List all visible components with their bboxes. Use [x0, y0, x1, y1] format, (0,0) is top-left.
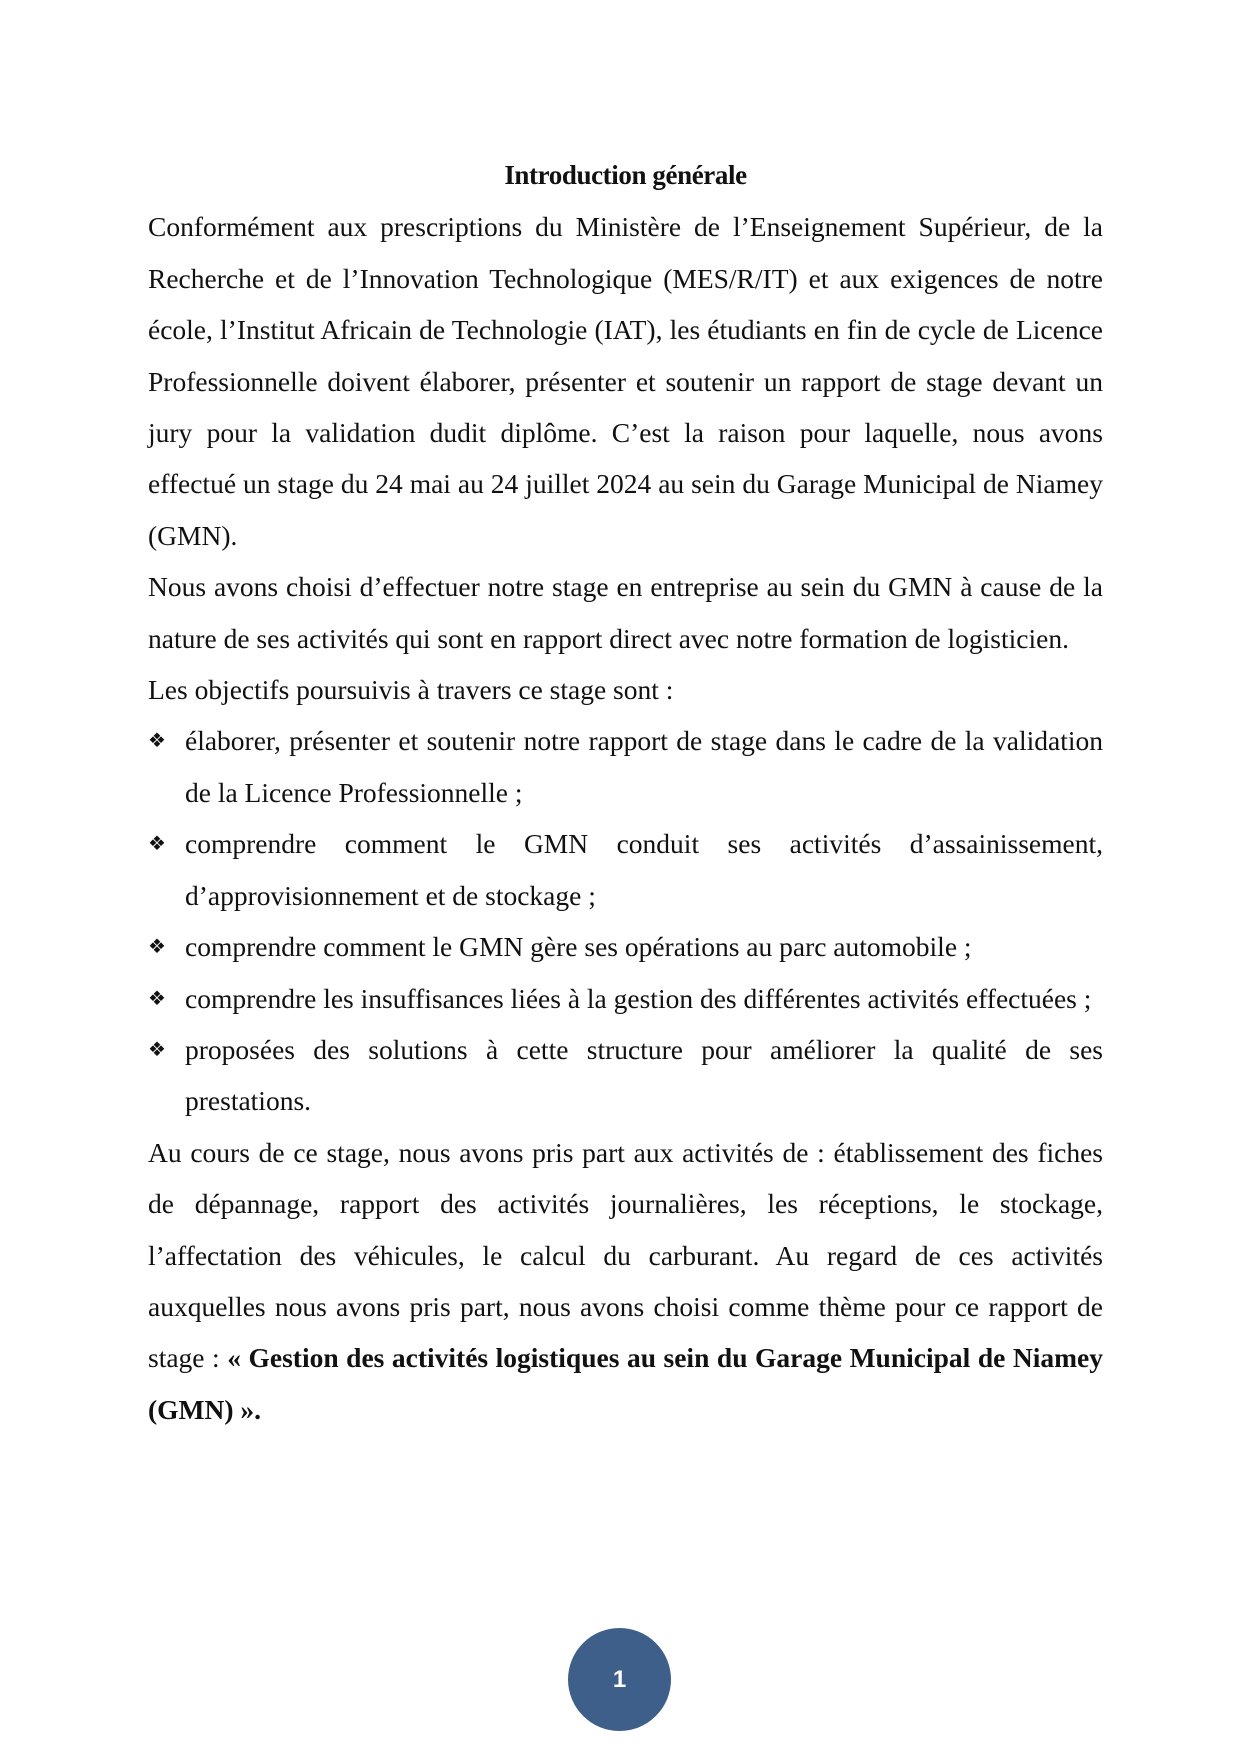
conclusion-paragraph [148, 1127, 1103, 1435]
report-theme: « Gestion des activités logistiques au sein du Garage Municipal de Niamey (GMN) ». [148, 1342, 1103, 1425]
list-item-text: comprendre comment le GMN conduit ses activités d’assainissement, d’approvisionnement et de stockage ; [185, 828, 1103, 911]
page-number-badge [568, 1628, 671, 1731]
diamond-bullet-icon: ❖ [148, 831, 166, 856]
intro-paragraph: Conformément aux prescriptions du Ministère de l’Enseignement Supérieur, de la Recherche et de l’Innovation Technologique (MES/R/IT) et aux exigences de notre école, l’Institut Africain de Technologie (IAT), les étudiants en fin de cycle de Licence Professionnelle doivent élaborer, présenter et soutenir un rapport de stage devant un jury pour la validation dudit diplôme. C’est la raison pour laquelle, nous avons effectué un stage du 24 mai au 24 juillet 2024 au sein du Garage Municipal de Niamey (GMN). [148, 211, 1103, 551]
page-number: 1 [612, 1665, 627, 1693]
diamond-bullet-icon: ❖ [148, 1036, 166, 1061]
diamond-bullet-icon: ❖ [148, 985, 166, 1010]
diamond-bullet-icon: ❖ [148, 728, 166, 753]
diamond-bullet-icon: ❖ [148, 934, 166, 959]
objectives-lead: Les objectifs poursuivis à travers ce stage sont : [148, 674, 674, 706]
section-title: Introduction générale [504, 160, 747, 190]
page-content [148, 150, 1103, 1435]
list-item [148, 715, 1103, 818]
list-item [148, 818, 1103, 921]
list-item [148, 921, 1103, 972]
list-item [148, 1024, 1103, 1127]
choice-paragraph: Nous avons choisi d’effectuer notre stage en entreprise au sein du GMN à cause de la nature de ses activités qui sont en rapport direct avec notre formation de logisticien. [148, 571, 1103, 654]
conclusion-text: Au cours de ce stage, nous avons pris part aux activités de : établissement des fiches de dépannage, rapport des activités journalières, les réceptions, le stockage, l’affectation des véhicules, le calcul du carburant. Au regard de ces activités auxquelles nous avons pris part, nous avons choisi comme thème pour ce rapport de stage : [148, 1136, 1103, 1374]
list-item-text: élaborer, présenter et soutenir notre rapport de stage dans le cadre de la validation de la Licence Professionnelle ; [185, 725, 1103, 808]
objectives-list [148, 715, 1103, 1126]
list-item [148, 973, 1103, 1024]
list-item-text: comprendre les insuffisances liées à la gestion des différentes activités effectuées ; [185, 982, 1092, 1014]
list-item-text: comprendre comment le GMN gère ses opérations au parc automobile ; [185, 931, 972, 963]
list-item-text: proposées des solutions à cette structure pour améliorer la qualité de ses prestations. [185, 1033, 1103, 1117]
